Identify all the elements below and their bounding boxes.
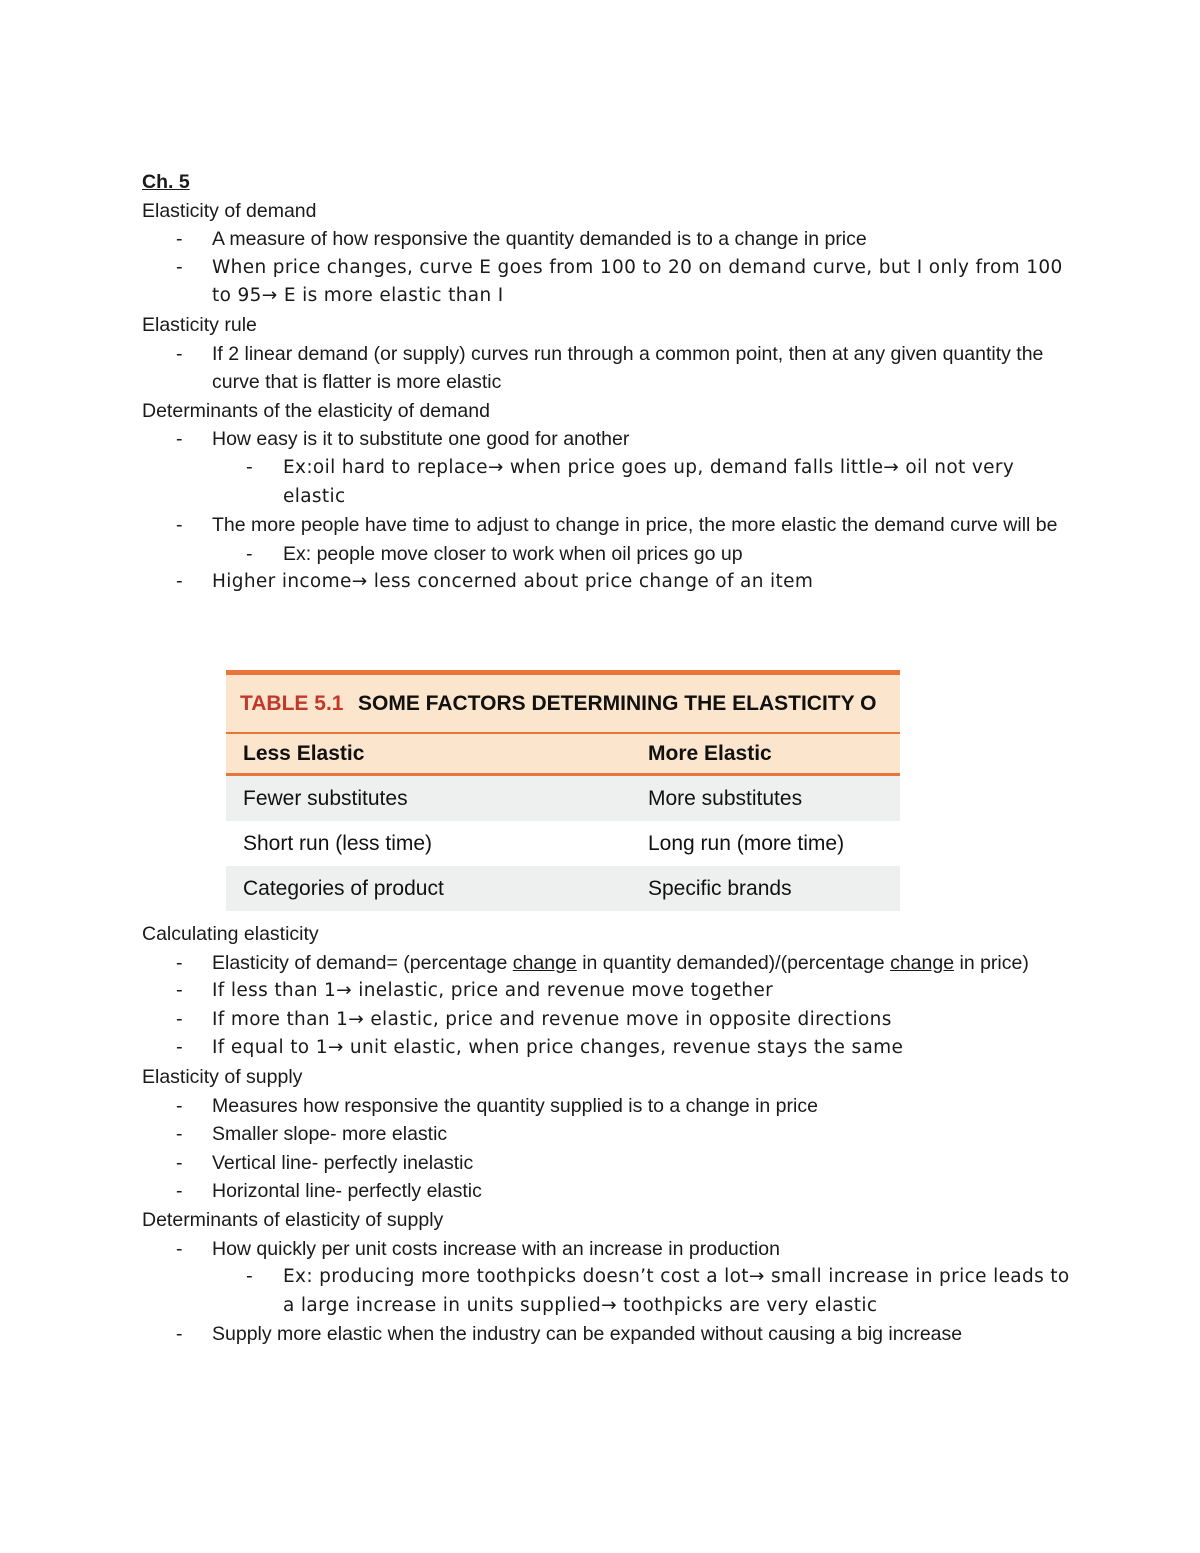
- formula-part: in price): [954, 951, 1029, 974]
- section-title-determinants-demand: Determinants of the elasticity of demand: [142, 399, 490, 422]
- table-title-bar: [226, 670, 900, 732]
- formula-part: in quantity demanded)/(percentage: [576, 951, 891, 974]
- notes-page: [142, 168, 1082, 597]
- bullet: - Supply more elastic when the industry can be expanded without causing a big increase: [142, 1320, 1082, 1349]
- table-title: SOME FACTORS DETERMINING THE ELASTICITY O: [358, 692, 877, 715]
- section-title-elasticity-of-demand: Elasticity of demand: [142, 199, 317, 222]
- bullet: - Measures how responsive the quantity supplied is to a change in price: [142, 1092, 1082, 1121]
- table-header-row: [226, 732, 900, 776]
- bullet: - Vertical line- perfectly inelastic: [142, 1149, 1082, 1178]
- bullet: - How quickly per unit costs increase with an increase in production: [142, 1235, 1082, 1264]
- bullet: - If less than 1→ inelastic, price and revenue move together: [142, 977, 1082, 1006]
- sub-bullet: - Ex: producing more toothpicks doesn’t cost a lot→ small increase in price leads to a large increase in units supplied→ toothpicks are very elastic: [142, 1263, 1082, 1320]
- table-cell: Short run (less time): [243, 831, 433, 855]
- table-5-1-image: [226, 670, 900, 913]
- bullet: [142, 949, 1082, 978]
- table-row: [226, 866, 900, 911]
- chapter-heading: Ch. 5: [142, 171, 190, 193]
- bullet: - Smaller slope- more elastic: [142, 1120, 1082, 1149]
- table-cell: More substitutes: [648, 786, 803, 810]
- formula-part: Elasticity of demand= (percentage: [212, 951, 513, 974]
- bullet: - A measure of how responsive the quantity demanded is to a change in price: [142, 225, 1082, 254]
- bullet: - If equal to 1→ unit elastic, when price changes, revenue stays the same: [142, 1034, 1082, 1063]
- table-row: [226, 776, 900, 821]
- bullet: - If 2 linear demand (or supply) curves run through a common point, then at any given quantity the curve that is flatter is more elastic: [142, 340, 1082, 397]
- underlined-word: change: [512, 951, 577, 974]
- table-cell: Categories of product: [243, 876, 444, 900]
- bullet: - When price changes, curve E goes from 100 to 20 on demand curve, but I only from 100 to 95→ E is more elastic than I: [142, 254, 1082, 311]
- table-cell: Long run (more time): [648, 831, 845, 855]
- bullet: - Higher income→ less concerned about price change of an item: [142, 568, 1082, 597]
- table-header-less-elastic: Less Elastic: [243, 741, 365, 765]
- section-title-elasticity-rule: Elasticity rule: [142, 313, 257, 336]
- table-cell: Fewer substitutes: [243, 786, 408, 810]
- sub-bullet: - Ex:oil hard to replace→ when price goes up, demand falls little→ oil not very elastic: [142, 454, 1082, 511]
- notes-page-continued: [142, 920, 1082, 1349]
- sub-bullet: - Ex: people move closer to work when oil prices go up: [142, 540, 1082, 569]
- table-row: [226, 821, 900, 866]
- bullet: - The more people have time to adjust to change in price, the more elastic the demand curve will be: [142, 511, 1082, 540]
- bullet: - Horizontal line- perfectly elastic: [142, 1177, 1082, 1206]
- bullet: - If more than 1→ elastic, price and revenue move in opposite directions: [142, 1006, 1082, 1035]
- bullet: - How easy is it to substitute one good for another: [142, 425, 1082, 454]
- section-title-elasticity-of-supply: Elasticity of supply: [142, 1065, 303, 1088]
- table-header-more-elastic: More Elastic: [648, 741, 772, 765]
- table-label: TABLE 5.1: [240, 692, 344, 715]
- section-title-calculating-elasticity: Calculating elasticity: [142, 923, 319, 945]
- table-cell: Specific brands: [648, 876, 792, 900]
- section-title-determinants-supply: Determinants of elasticity of supply: [142, 1208, 444, 1231]
- underlined-word: change: [890, 951, 955, 974]
